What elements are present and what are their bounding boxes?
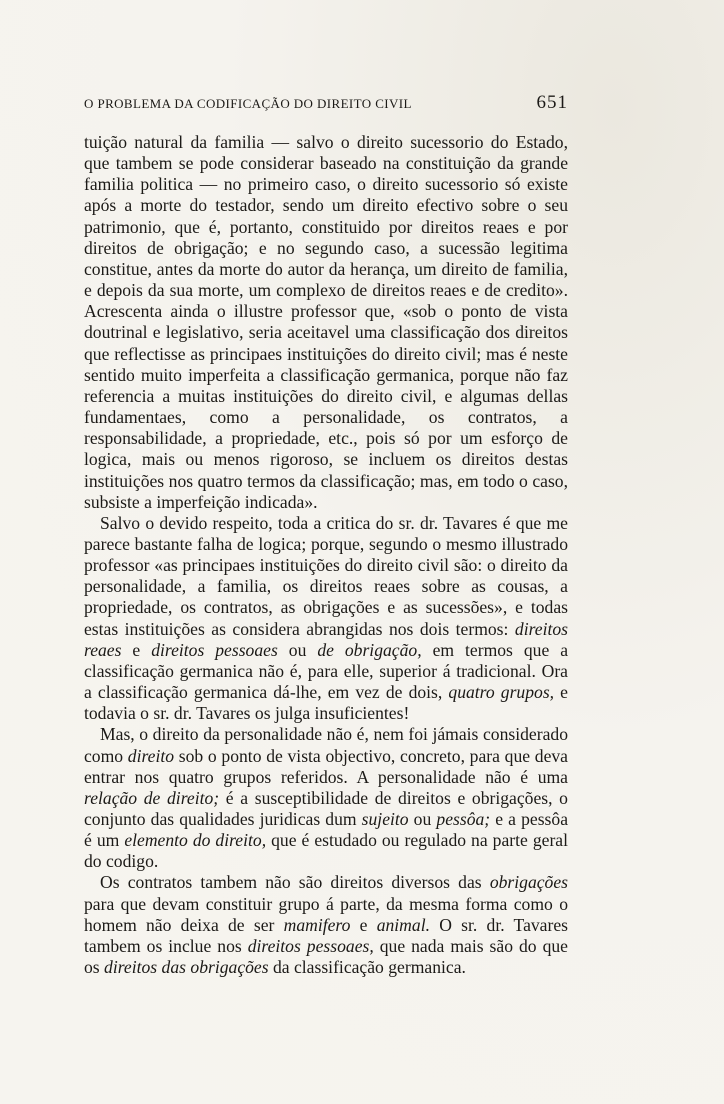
italic-text: direitos pessoaes (151, 639, 278, 660)
running-title: O PROBLEMA DA CODIFICAÇÃO DO DIREITO CIVIL (84, 96, 412, 111)
italic-text: de obrigação, (317, 639, 422, 660)
italic-text: pessôa; (436, 809, 491, 829)
paragraph (84, 872, 568, 978)
paragraph (84, 513, 568, 725)
text-run: ou (408, 809, 437, 829)
paragraph (84, 724, 568, 872)
italic-text: direitos das obrigações (104, 957, 269, 978)
italic-text: direitos reaes (84, 618, 568, 660)
italic-text: quatro grupos, (448, 682, 555, 703)
text-run: tuição natural da familia — salvo o direito sucessorio do Estado, que tambem se pode considerar baseado na constituição da grande familia politica — no primeiro caso, o direito sucessorio só existe após a morte do testador, sendo um direito efectivo sobre o seu patrimonio, que é, portanto, constituido por direitos reaes e por direitos de obrigação; e no segundo caso, a sucessão legitima constitue, antes da morte do autor da herança, um direito de familia, e depois da sua morte, um complexo de direitos reaes e de credito». Acrescenta ainda o illustre professor que, «sob o ponto de vista doutrinal e legislativo, seria aceitavel uma classificação dos direitos que reflectisse as principaes instituições do direito civil; mas é neste sentido muito imperfeita a classificação germanica, porque não faz referencia a muitas instituições do direito civil, e algumas dellas fundamentaes, como a personalidade, os contratos, a responsabilidade, a propriedade, etc., pois só por um esforço de logica, mais ou menos rigoroso, se incluem os direitos destas instituições nos quatro termos da classificação; mas, em todo o caso, subsiste a imperfeição indicada». (84, 132, 568, 512)
text-run: e a pessôa é um (84, 809, 568, 851)
text-run: é a susceptibilidade de direitos e obrigações, o conjunto das qualidades juridicas dum (84, 787, 568, 829)
paragraph (84, 132, 568, 513)
text-run: em termos que a classificação germanica não é, para elle, superior á tradicional. Ora a classificação germanica dá-lhe, em vez de dois, (84, 639, 569, 703)
page-header (84, 92, 568, 114)
text-run: Mas, o direito da personalidade não é, nem foi jámais considerado como (84, 724, 568, 766)
italic-text: elemento do direito, (124, 830, 267, 851)
italic-text: sujeito (361, 809, 409, 829)
text-run: Salvo o devido respeito, toda a critica do sr. dr. Tavares é que me parece bastante falha de logica; porque, segundo o mesmo illustrado professor «as principaes instituições do direito civil são: o direito da personalidade, a familia, os direitos reaes sobre as cousas, a propriedade, os contratos, as obrigações e as sucessões», e todas estas instituições as considera abrangidas nos dois termos: (84, 512, 568, 639)
italic-text: direito (127, 745, 175, 766)
body-text (84, 132, 568, 978)
text-run: que é estudado ou regulado na parte geral do codigo. (84, 830, 568, 872)
italic-text: relação de direito; (84, 787, 220, 808)
text-run: Os contratos tambem não são direitos diversos das (100, 872, 490, 893)
text-run: para que devam constituir grupo á parte, da mesma forma como o homem não deixa de ser (84, 893, 568, 935)
text-run: ou (277, 639, 318, 660)
italic-text: animal. (376, 914, 430, 935)
italic-text: direitos pessoaes, (247, 935, 374, 956)
text-run: da classificação germanica. (268, 957, 466, 978)
page-number: 651 (536, 92, 568, 113)
text-run: e (350, 914, 377, 935)
text-run: O sr. dr. Tavares tambem os inclue nos (84, 914, 568, 956)
text-run: e todavia o sr. dr. Tavares os julga insuficientes! (84, 682, 568, 724)
text-run: sob o ponto de vista objectivo, concreto, para que deva entrar nos quatro grupos referidos. A personalidade não é uma (84, 745, 568, 787)
text-run: e (121, 639, 152, 660)
text-run: que nada mais são do que os (84, 935, 568, 978)
italic-text: mamifero (283, 914, 351, 935)
italic-text: obrigações (489, 872, 568, 893)
